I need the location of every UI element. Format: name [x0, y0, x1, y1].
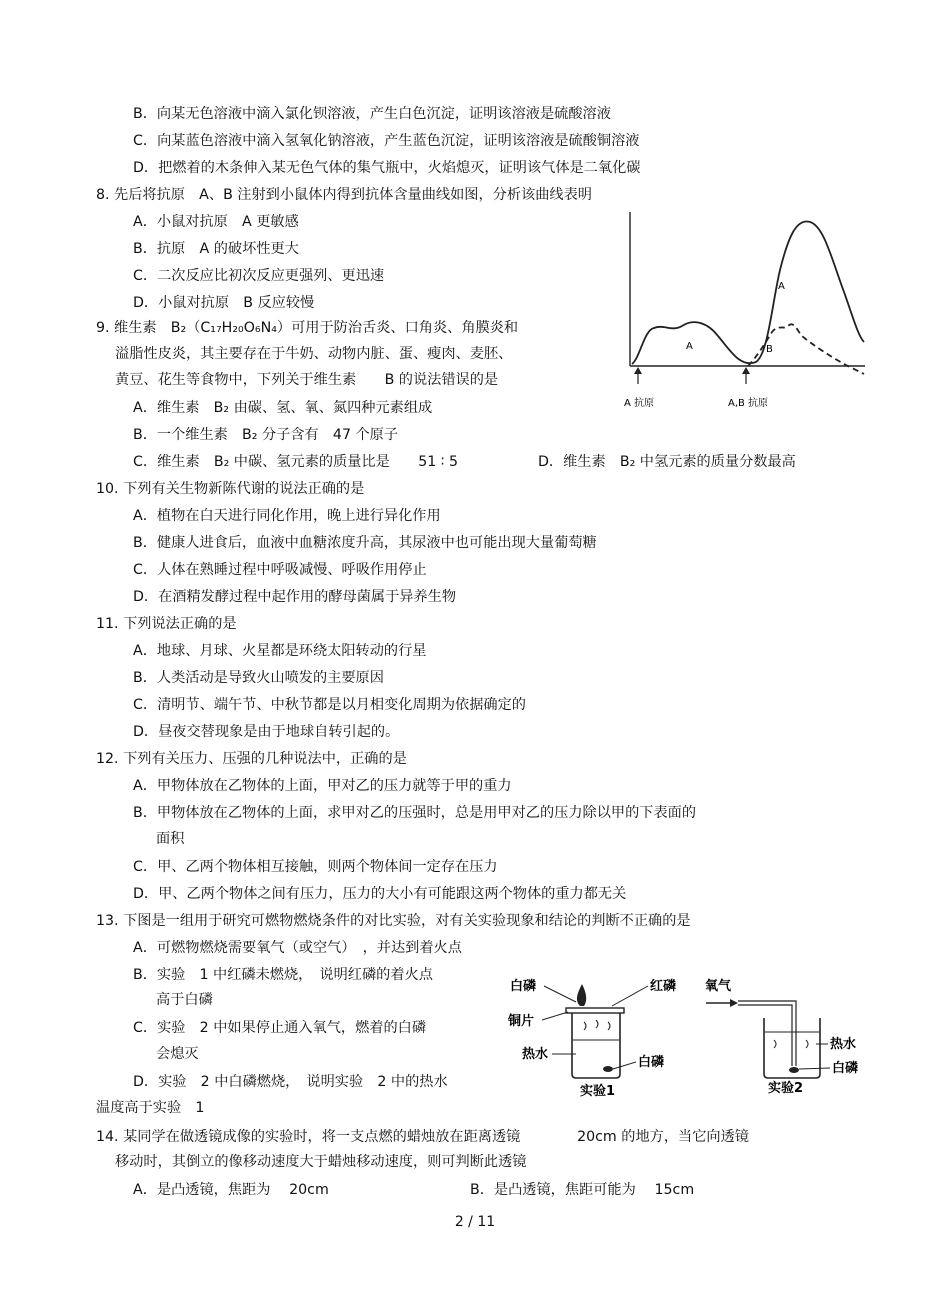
oxygen-tube	[738, 1001, 796, 1066]
label-white-phosphorus: 白磷	[510, 979, 537, 994]
q10-option-b: B．健康人进食后，血液中血糖浓度升高，其尿液中也可能出现大量葡萄糖	[133, 535, 597, 551]
q8-stem: 8. 先后将抗原 A、B 注射到小鼠体内得到抗体含量曲线如图，分析该曲线表明	[96, 187, 592, 203]
label-white-phosphorus-3: 白磷	[832, 1061, 859, 1076]
q9-stem-3: 黄豆、花生等食物中，下列关于维生素 B 的说法错误的是	[115, 372, 499, 388]
q8-option-c: C．二次反应比初次反应更强列、更迅速	[133, 268, 385, 284]
q12-option-b: B．甲物体放在乙物体的上面，求甲对乙的压强时，总是用甲对乙的压力除以甲的下表面的	[133, 805, 697, 821]
pointer-white-p	[544, 986, 576, 1002]
q10-stem: 10. 下列有关生物新陈代谢的说法正确的是	[96, 481, 365, 497]
label-white-phosphorus-2: 白磷	[638, 1055, 665, 1070]
q12-option-d: D．甲、乙两个物体之间有压力，压力的大小有可能跟这两个物体的重力都无关	[133, 886, 627, 902]
q8-option-a: A．小鼠对抗原 A 更敏感	[133, 214, 299, 230]
q10-option-a: A．植物在白天进行同化作用，晚上进行异化作用	[133, 508, 441, 524]
steam-2	[774, 1040, 808, 1048]
white-phosphorus-2	[789, 1067, 799, 1073]
pointer-white-p-3	[799, 1068, 830, 1069]
q12-option-b-cont: 面积	[156, 831, 185, 847]
axis-label-a-antigen: A 抗原	[624, 398, 655, 409]
q13-option-b-cont: 高于白磷	[156, 992, 213, 1008]
pointer-copper	[542, 1012, 568, 1020]
q10-option-d: D．在酒精发酵过程中起作用的酵母菌属于异养生物	[133, 589, 457, 605]
q14-option-a: A．是凸透镜，焦距为 20cm	[133, 1182, 329, 1198]
copper-sheet	[566, 1008, 624, 1013]
q13-option-b: B．实验 1 中红磷未燃烧， 说明红磷的着火点	[133, 967, 433, 983]
combustion-experiment-figure	[500, 970, 880, 1105]
steam-1	[584, 1020, 610, 1030]
q9-option-d: D．维生素 B₂ 中氢元素的质量分数最高	[538, 454, 796, 470]
q13-option-c-cont: 会熄灭	[156, 1046, 199, 1062]
curve-a-label: A	[686, 341, 693, 352]
axis-label-ab-antigen: A,B 抗原	[728, 398, 769, 409]
q14-stem-2: 移动时，其倒立的像移动速度大于蜡烛移动速度，则可判断此透镜	[115, 1154, 527, 1170]
q13-option-a: A．可燃物燃烧需要氧气（或空气） ，并达到着火点	[133, 940, 462, 956]
antibody-curve-figure	[620, 208, 870, 413]
label-red-phosphorus: 红磷	[650, 979, 677, 994]
label-hot-water-1: 热水	[522, 1047, 549, 1062]
label-hot-water-2: 热水	[830, 1037, 857, 1052]
q11-option-a: A．地球、月球、火星都是环绕太阳转动的行星	[133, 643, 427, 659]
q14-stem-1: 14. 某同学在做透镜成像的实验时，将一支点燃的蜡烛放在距离透镜 20cm 的地方，当它向透镜	[96, 1129, 749, 1145]
q10-option-c: C．人体在熟睡过程中呼吸减慢、呼吸作用停止	[133, 562, 427, 578]
curve-a	[632, 221, 864, 364]
pointer-white-p-2	[613, 1062, 636, 1069]
q7-option-d: D．把燃着的木条伸入某无色气体的集气瓶中，火焰熄灭，证明该气体是二氧化碳	[133, 160, 641, 176]
q14-option-b: B．是凸透镜，焦距可能为 15cm	[470, 1182, 695, 1198]
curve-b-label: B	[766, 344, 773, 355]
q11-option-c: C．清明节、端午节、中秋节都是以月相变化周期为依据确定的	[133, 697, 526, 713]
q12-stem: 12. 下列有关压力、压强的几种说法中，正确的是	[96, 751, 407, 767]
q8-option-b: B．抗原 A 的破坏性更大	[133, 241, 299, 257]
q12-option-a: A．甲物体放在乙物体的上面，甲对乙的压力就等于甲的重力	[133, 778, 512, 794]
q8-option-d: D．小鼠对抗原 B 反应较慢	[133, 295, 315, 311]
label-copper-sheet: 铜片	[508, 1014, 535, 1029]
q7-option-b: B．向某无色溶液中滴入氯化钡溶液，产生白色沉淀，证明该溶液是硫酸溶液	[133, 106, 611, 122]
q11-option-d: D．昼夜交替现象是由于地球自转引起的。	[133, 724, 400, 740]
q9-stem-1: 9. 维生素 B₂（C₁₇H₂₀O₆N₄）可用于防治舌炎、口角炎、角膜炎和	[96, 320, 519, 336]
arrow-ab-head	[742, 367, 750, 374]
arrow-a-head	[634, 367, 642, 374]
q11-option-b: B．人类活动是导致火山喷发的主要原因	[133, 670, 384, 686]
label-oxygen: 氧气	[705, 979, 732, 994]
q12-option-c: C．甲、乙两个物体相互接触，则两个物体间一定存在压力	[133, 859, 498, 875]
white-phosphorus-1	[603, 1066, 613, 1072]
q9-stem-2: 溢脂性皮炎，其主要存在于牛奶、动物内脏、蛋、瘦肉、麦胚、	[115, 346, 513, 362]
flame-icon	[577, 984, 586, 1006]
curve-a-label-2: A	[778, 281, 785, 292]
page-number: 2 / 11	[454, 1214, 496, 1230]
oxygen-arrow-head	[730, 999, 738, 1007]
q9-option-c: C．维生素 B₂ 中碳、氢元素的质量比是 51 ∶ 5	[133, 454, 459, 470]
q9-option-b: B．一个维生素 B₂ 分子含有 47 个原子	[133, 427, 399, 443]
label-experiment-2: 实验2	[768, 1081, 804, 1096]
q11-stem: 11. 下列说法正确的是	[96, 616, 237, 632]
q7-option-c: C．向某蓝色溶液中滴入氢氧化钠溶液，产生蓝色沉淀，证明该溶液是硫酸铜溶液	[133, 133, 640, 149]
label-experiment-1: 实验1	[580, 1084, 616, 1099]
q13-option-d-cont: 温度高于实验 1	[96, 1100, 205, 1116]
q9-option-a: A．维生素 B₂ 由碳、氢、氧、氮四种元素组成	[133, 400, 433, 416]
q13-option-c: C．实验 2 中如果停止通入氧气，燃着的白磷	[133, 1020, 427, 1036]
q13-option-d: D．实验 2 中白磷燃烧， 说明实验 2 中的热水	[133, 1074, 448, 1090]
pointer-red-p	[612, 986, 648, 1006]
q13-stem: 13. 下图是一组用于研究可燃物燃烧条件的对比实验，对有关实验现象和结论的判断不正确的是	[96, 913, 691, 929]
